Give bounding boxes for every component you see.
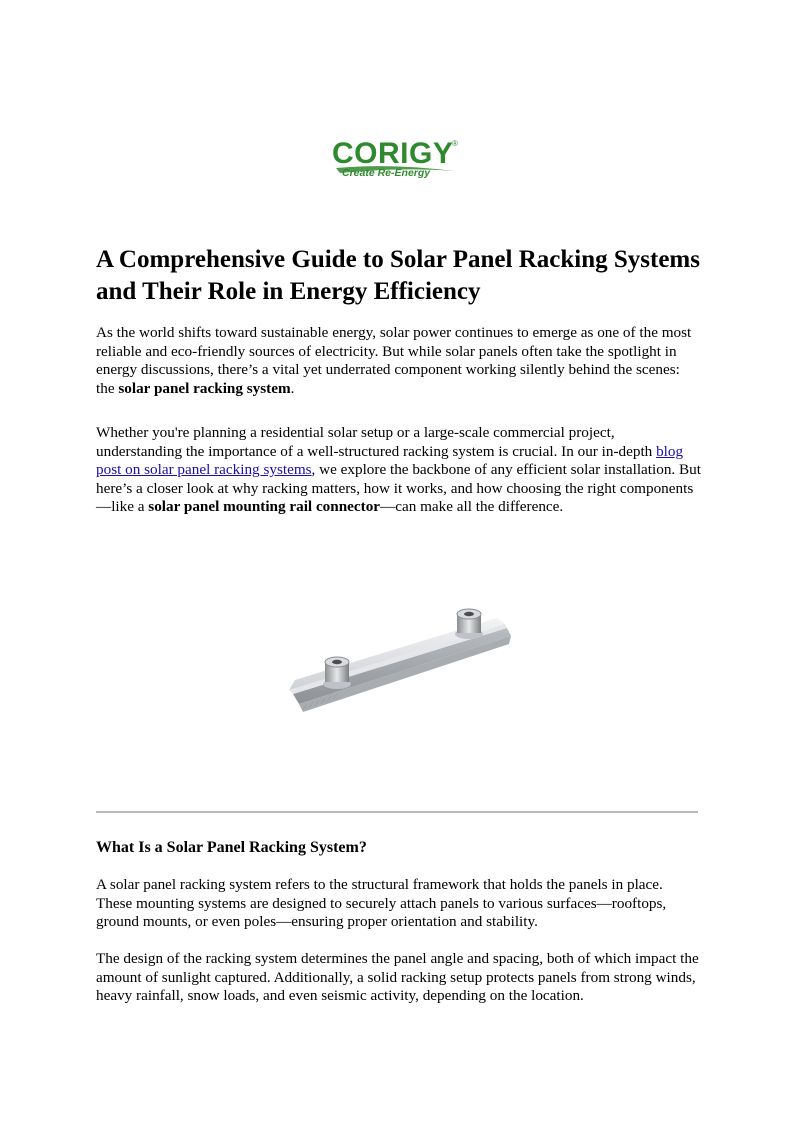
logo-wordmark: CORIGY xyxy=(332,137,454,170)
corigy-logo xyxy=(330,138,462,184)
intro-text: As the world shifts toward sustainable energy, solar power continues to emerge as one of the most reliable and eco-friendly sources of electricity. But while solar panels often take the spotlight in energy discussions, there’s a vital yet underrated component working silently behind the scenes: the xyxy=(96,324,692,397)
second-text-middle: , we explore the backbone of any efficient solar installation. But here’s a closer look at why racking matters, how it works, and how choosing the right components—like a xyxy=(96,461,701,516)
section-heading: What Is a Solar Panel Racking System? xyxy=(96,839,367,856)
second-text-end: —can make all the difference. xyxy=(380,498,564,516)
intro-end: . xyxy=(290,379,295,397)
section-divider xyxy=(96,811,698,813)
logo-tagline: Create Re-Energy xyxy=(342,167,431,179)
design-paragraph: The design of the racking system determines the panel angle and spacing, both of which impact the amount of sunlight captured. Additionally, a solid racking setup protects panels from strong winds, heavy rainfall, snow loads, and even seismic activity, depending on the location. xyxy=(96,950,699,1005)
second-paragraph xyxy=(96,424,702,517)
definition-paragraph: A solar panel racking system refers to the structural framework that holds the panels in place. These mounting systems are designed to securely attach panels to various surfaces—rooftops, ground mounts, or even poles—ensuring proper orientation and stability. xyxy=(96,876,667,931)
rail-connector-bold-term: solar panel mounting rail connector xyxy=(148,498,381,516)
blog-post-link[interactable]: blog post on solar panel racking systems xyxy=(96,442,684,479)
logo-registered-mark: ® xyxy=(452,139,458,148)
intro-paragraph xyxy=(96,324,702,398)
intro-bold-term: solar panel racking system xyxy=(118,379,291,397)
rail-connector-product-image xyxy=(285,562,515,774)
article-title: A Comprehensive Guide to Solar Panel Racking Systems and Their Role in Energy Efficiency xyxy=(96,246,700,305)
second-text-start: Whether you're planning a residential solar setup or a large-scale commercial project, understanding the importance of a well-structured racking system is crucial. In our in-depth xyxy=(96,424,657,460)
